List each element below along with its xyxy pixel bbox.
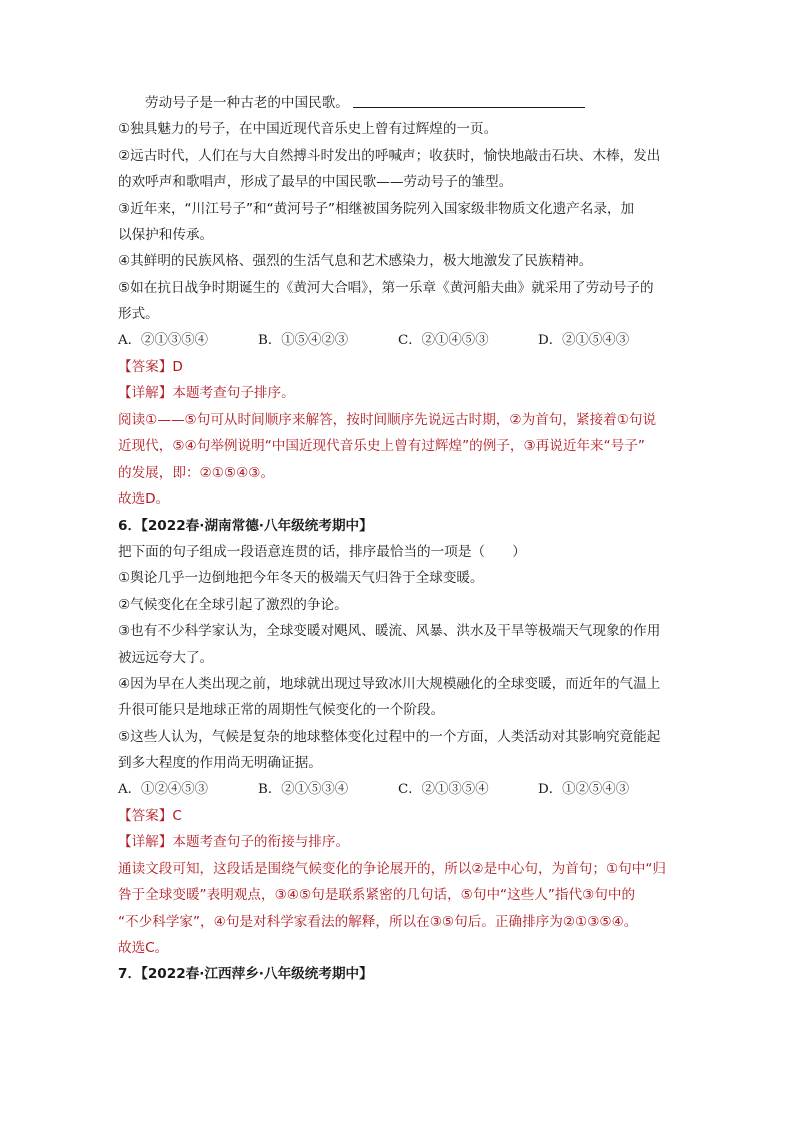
q5-analysis-c: 的发展，即：②①⑤④③。 xyxy=(118,464,275,481)
answer-blank xyxy=(353,93,585,108)
q7-header: 7．【2022春·江西萍乡·八年级统考期中】 xyxy=(118,966,373,983)
q5-option-d: D．②①⑤④③ xyxy=(538,332,630,348)
q6-stem: 把下面的句子组成一段语意连贯的话，排序最恰当的一项是（ ） xyxy=(118,543,526,560)
q5-detail: 【详解】本题考查句子排序。 xyxy=(118,385,295,402)
q5-options xyxy=(118,328,678,354)
q5-conclusion: 故选D。 xyxy=(118,491,170,508)
q6-option-d: D．①②⑤④③ xyxy=(538,781,630,797)
q6-sentence-2: ②气候变化在全球引起了激烈的争论。 xyxy=(118,596,348,613)
q5-analysis-b: 近现代，⑤④句举例说明“中国近现代音乐史上曾有过辉煌”的例子，③再说近年来“号子” xyxy=(118,438,645,455)
q6-sentence-5b: 到多大程度的作用尚无明确证据。 xyxy=(118,755,322,772)
q5-answer: 【答案】D xyxy=(118,359,183,376)
q5-sentence-5a: ⑤如在抗日战争时期诞生的《黄河大合唱》，第一乐章《黄河船夫曲》就采用了劳动号子的 xyxy=(118,279,654,296)
q5-sentence-4: ④其鲜明的民族风格、强烈的生活气息和艺术感染力，极大地激发了民族精神。 xyxy=(118,253,593,270)
q5-sentence-3a: ③近年来，“川江号子”和“黄河号子”相继被国务院列入国家级非物质文化遗产名录，加 xyxy=(118,200,635,217)
document-content xyxy=(118,90,678,988)
q5-option-b: B．①⑤④②③ xyxy=(258,332,349,348)
q5-stem-line xyxy=(118,90,678,116)
q6-sentence-1: ①舆论几乎一边倒地把今年冬天的极端天气归咎于全球变暖。 xyxy=(118,570,484,587)
q6-option-b: B．②①⑤③④ xyxy=(258,781,349,797)
q5-stem: 劳动号子是一种古老的中国民歌。 xyxy=(145,95,349,111)
q6-detail: 【详解】本题考查句子的衔接与排序。 xyxy=(118,834,350,851)
q6-analysis-c: “不少科学家”，④句是对科学家看法的解释，所以在③⑤句后。正确排序为②①③⑤④。 xyxy=(118,913,638,930)
q5-sentence-2b: 的欢呼声和歌唱声，形成了最早的中国民歌——劳动号子的雏型。 xyxy=(118,174,513,191)
q6-conclusion: 故选C。 xyxy=(118,940,169,956)
q6-sentence-4a: ④因为早在人类出现之前，地球就出现过导致冰川大规模融化的全球变暖，而近年的气温上 xyxy=(118,675,661,692)
q5-sentence-1: ①独具魅力的号子，在中国近现代音乐史上曾有过辉煌的一页。 xyxy=(118,121,498,138)
q5-sentence-5b: 形式。 xyxy=(118,306,159,323)
q6-option-c: C．②①③⑤④ xyxy=(398,781,489,797)
q5-option-a: A．②①③⑤④ xyxy=(118,332,209,348)
q6-sentence-5a: ⑤这些人认为，气候是复杂的地球整体变化过程中的一个方面，人类活动对其影响究竟能起 xyxy=(118,728,661,745)
q6-sentence-3a: ③也有不少科学家认为，全球变暖对飓风、暖流、风暴、洪水及干旱等极端天气现象的作用 xyxy=(118,623,661,640)
q5-sentence-2a: ②远古时代，人们在与大自然搏斗时发出的呼喊声；收获时，愉快地敲击石块、木棒，发出 xyxy=(118,147,661,164)
q6-options xyxy=(118,777,678,803)
q6-header: 6．【2022春·湖南常德·八年级统考期中】 xyxy=(118,517,373,534)
q6-analysis-a: 通读文段可知，这段话是围绕气候变化的争论展开的，所以②是中心句，为首句；①句中“归 xyxy=(118,860,666,877)
q6-answer: 【答案】C xyxy=(118,807,182,824)
q6-sentence-4b: 升很可能只是地球正常的周期性气候变化的一个阶段。 xyxy=(118,702,445,719)
q5-option-c: C．②①④⑤③ xyxy=(398,332,489,348)
q5-sentence-3b: 以保护和传承。 xyxy=(118,227,214,244)
q5-analysis-a: 阅读①——⑤句可从时间顺序来解答，按时间顺序先说远古时期，②为首句，紧接着①句说 xyxy=(118,411,657,428)
q6-analysis-b: 咎于全球变暖”表明观点，③④⑤句是联系紧密的几句话，⑤句中“这些人”指代③句中的 xyxy=(118,887,636,904)
q6-option-a: A．①②④⑤③ xyxy=(118,781,209,797)
q6-sentence-3b: 被远远夸大了。 xyxy=(118,649,214,666)
